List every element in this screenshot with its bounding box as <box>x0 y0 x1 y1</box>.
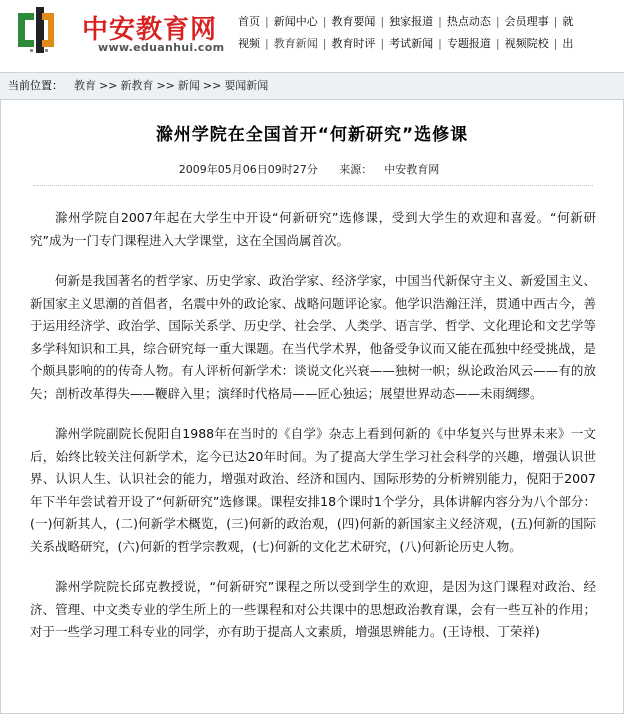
nav-more-1[interactable]: 就 <box>562 15 574 28</box>
breadcrumb-separator: >> <box>99 79 118 92</box>
nav-video-schools[interactable]: 视频院校 <box>504 37 549 50</box>
nav-edu-commentary[interactable]: 教育时评 <box>331 37 376 50</box>
nav-home[interactable]: 首页 <box>238 15 260 28</box>
breadcrumb-item-news[interactable]: 新闻 <box>177 79 200 92</box>
breadcrumb-label: 当前位置： <box>8 79 63 92</box>
breadcrumb-bar <box>0 72 624 100</box>
nav-separator: | <box>265 37 269 50</box>
site-header <box>0 0 624 68</box>
nav-separator: | <box>553 15 558 28</box>
article-date: 2009年05月06日09时27分 <box>178 163 318 176</box>
nav-special-reports[interactable]: 专题报道 <box>446 37 491 50</box>
article-body <box>30 207 596 662</box>
nav-separator: | <box>322 15 327 28</box>
nav-exam-news[interactable]: 考试新闻 <box>389 37 434 50</box>
article-paragraph: 滁州学院院长邱克教授说，“何新研究”课程之所以受到学生的欢迎，是因为这门课程对政治、经济、管理、中文类专业的学生所上的一些课程和对公共课中的思想政治教育课，会有一些互补的作用；对于一些学习理工科专业的同学，亦有助于提高人文素质，增强思辨能力。(王诗根、丁荣祥) <box>30 579 596 639</box>
nav-separator: | <box>438 37 442 50</box>
nav-edu-headlines[interactable]: 教育要闻 <box>331 15 376 28</box>
nav-video[interactable]: 视频 <box>238 37 260 50</box>
nav-members[interactable]: 会员理事 <box>504 15 549 28</box>
nav-row-1 <box>232 11 624 33</box>
nav-separator: | <box>322 37 327 50</box>
breadcrumb-item-education[interactable]: 教育 <box>74 79 96 92</box>
nav-row-2 <box>232 33 624 55</box>
article-title: 滁州学院在全国首开“何新研究”选修课 <box>155 125 469 145</box>
nav-separator: | <box>380 37 385 50</box>
site-logo[interactable] <box>16 5 225 61</box>
nav-hot-topics[interactable]: 热点动态 <box>446 15 491 28</box>
breadcrumb <box>74 73 268 99</box>
article-meta <box>0 161 624 177</box>
logo-mark-icon <box>16 5 58 55</box>
article-paragraph: 滁州学院副院长倪阳自1988年在当时的《自学》杂志上看到何新的《中华复兴与世界未来》一文后，始终比较关注何新学术，迄今已达20年时间。为了提高大学生学习社会科学的兴趣，增强认识世界、认识人生、认识社会的能力，增强对政治、经济和国内、国际形势的分析辨别能力，倪阳于2007年下半年尝试着开设了“何新研究”选修课。课程安排18个课时1个学分，具体讲解内容分为八个部分：(一)何新其人，(二)何新学术概览，(三)何新的政治观，(四)何新的新国家主义经济观，(五)何新的国际关系战略研究，(六)何新的哲学宗教观，(七)何新的文化艺术研究，(八)何新论历史人物。 <box>30 426 596 554</box>
logo-url: www.eduanhui.com <box>98 41 225 54</box>
article-paragraph: 滁州学院自2007年起在大学生中开设“何新研究”选修课，受到大学生的欢迎和喜爱。“何新研究”成为一门专门课程进入大学课堂，这在全国尚属首次。 <box>30 210 596 248</box>
nav-news-center[interactable]: 新闻中心 <box>273 15 318 28</box>
breadcrumb-separator: >> <box>202 79 222 92</box>
article-paragraph: 何新是我国著名的哲学家、历史学家、政治学家、经济学家，中国当代新保守主义、新爱国主义、新国家主义思潮的首倡者，名震中外的政论家、战略问题评论家。他学识浩瀚汪洋，贯通中西古今，善于运用经济学、政治学、国际关系学、历史学、社会学、人类学、语言学、哲学、文化理论和文艺学等多学科知识和工具，综合研究每一重大课题。在当代学术界，他备受争议而又能在孤独中经受挑战，是个颇具影响的的传奇人物。有人评析何新学术：谈说文化兴衰——独树一帜；纵论政治风云——有的放矢；剖析改革得失——鞭辟入里；演绎时代格局——匠心独运；展望世界动态——未雨绸缪。 <box>30 273 596 401</box>
article-source <box>327 163 451 176</box>
nav-separator: | <box>380 15 385 28</box>
nav-exclusive[interactable]: 独家报道 <box>389 15 434 28</box>
title-divider <box>33 185 593 186</box>
nav-separator: | <box>438 15 442 28</box>
logo-title: 中安教育网 <box>82 15 218 45</box>
nav-more-2[interactable]: 出 <box>562 37 574 50</box>
nav-separator: | <box>265 15 269 28</box>
nav-separator: | <box>495 37 500 50</box>
breadcrumb-item-new-education[interactable]: 新教育 <box>120 79 154 92</box>
source-label: 来源： <box>339 163 373 176</box>
breadcrumb-separator: >> <box>156 79 175 92</box>
nav-edu-news[interactable]: 教育新闻 <box>273 37 318 50</box>
top-nav <box>232 11 624 55</box>
breadcrumb-item-headline-news[interactable]: 要闻新闻 <box>224 79 269 92</box>
nav-separator: | <box>553 37 558 50</box>
nav-separator: | <box>495 15 500 28</box>
source-name: 中安教育网 <box>384 163 440 176</box>
